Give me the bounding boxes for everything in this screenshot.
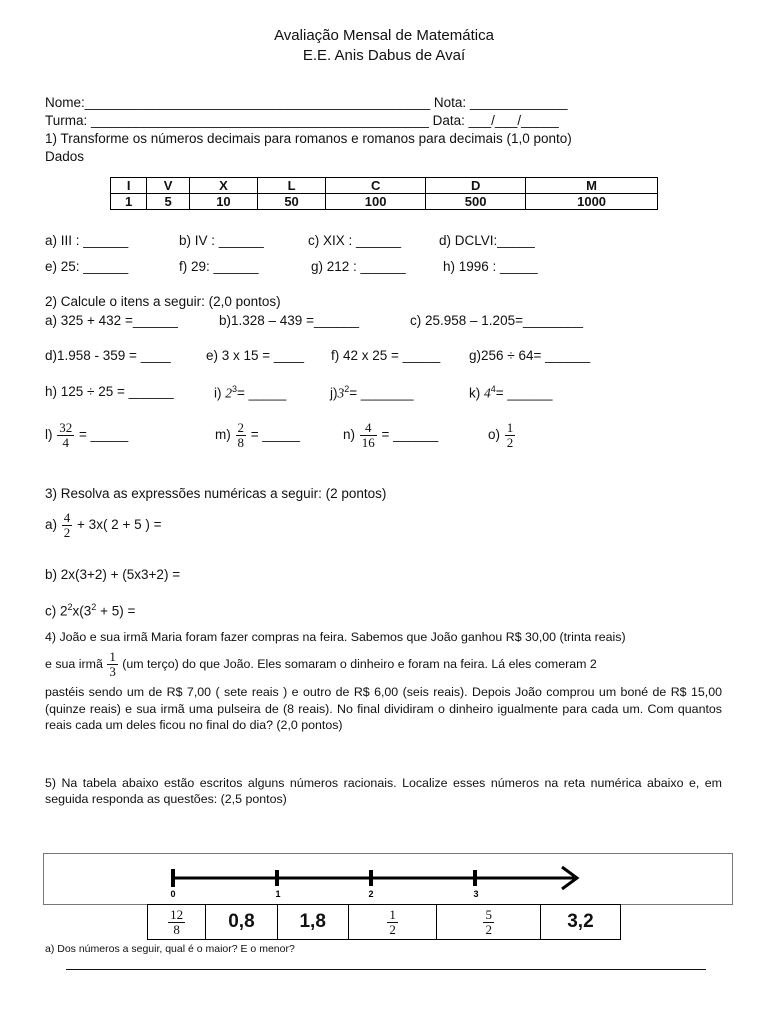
q2-item-j[interactable] (330, 384, 413, 402)
roman-numeral-table (110, 177, 658, 210)
roman-cell: M (526, 178, 658, 194)
q3-a-expression: + 3x( 2 + 5 ) = (77, 517, 162, 533)
rational-fraction (483, 908, 494, 937)
q2-n-label: n) (343, 427, 356, 443)
q2-o-label: o) (488, 427, 501, 443)
rational-row (148, 905, 621, 940)
q3-c-exponent-2: 2 (91, 602, 97, 612)
q2-item-d[interactable]: d)1.958 - 359 = ____ (45, 348, 171, 363)
decimal-cell: 500 (426, 194, 526, 210)
tick-label: 3 (473, 889, 479, 899)
q1-item-a[interactable]: a) III : ______ (45, 233, 129, 248)
q4-line-1: 4) João e sua irmã Maria foram fazer compras na feira. Sabemos que João ganhou R$ 30,00 (trinta reais) (45, 630, 626, 644)
rational-numbers-table (147, 904, 621, 940)
q2-item-c[interactable]: c) 25.958 – 1.205=________ (410, 313, 584, 328)
q2-n-fraction (360, 421, 377, 450)
q2-item-h[interactable]: h) 125 ÷ 25 = ______ (45, 384, 174, 399)
q2-item-l[interactable] (45, 421, 128, 450)
q3-c-base: c) 2 (45, 603, 68, 619)
fraction-denominator: 2 (506, 435, 514, 450)
rational-cell: 3,2 (540, 905, 620, 940)
q2-item-g[interactable]: g)256 ÷ 64= ______ (469, 348, 591, 363)
fraction-numerator: 4 (360, 421, 377, 436)
q1-item-e[interactable]: e) 25: ______ (45, 259, 129, 274)
fraction-denominator: 8 (173, 921, 180, 937)
q2-item-m[interactable] (215, 421, 300, 450)
q3-statement: 3) Resolva as expressões numéricas a seguir: (2 pontos) (45, 486, 387, 501)
tick-label: 0 (170, 889, 176, 899)
q2-m-answer: = _____ (250, 427, 300, 443)
rational-fraction (387, 908, 398, 937)
q3-c-end: + 5) = (96, 603, 136, 619)
q2-item-e[interactable]: e) 3 x 15 = ____ (206, 348, 304, 363)
fraction-numerator: 5 (485, 906, 492, 922)
q2-i-base: 2 (225, 385, 233, 401)
q2-k-exponent: 4 (490, 384, 496, 394)
q5-subquestion-a: a) Dos números a seguir, qual é o maior? E o menor? (45, 943, 295, 955)
q2-item-b[interactable]: b)1.328 – 439 =______ (219, 313, 360, 328)
q2-item-i[interactable] (214, 384, 286, 402)
q3-a-label: a) (45, 517, 58, 533)
fraction-numerator: 4 (63, 510, 71, 525)
fraction-numerator: 32 (59, 420, 73, 435)
name-field[interactable]: Nome:______________________________________________ Nota: _____________ (45, 95, 568, 110)
q2-j-base: 3 (337, 385, 345, 401)
q2-item-a[interactable]: a) 325 + 432 =______ (45, 313, 178, 328)
q2-l-label: l) (45, 427, 53, 443)
q2-n-answer: = ______ (381, 427, 439, 443)
fraction-numerator: 1 (109, 649, 116, 664)
decimal-cell: 10 (189, 194, 257, 210)
q2-j-answer: = _______ (349, 385, 414, 401)
number-line-box (43, 853, 733, 905)
roman-cell: D (426, 178, 526, 194)
q1-statement: 1) Transforme os números decimais para romanos e romanos para decimais (1,0 ponto) (45, 131, 572, 146)
roman-cell: C (326, 178, 426, 194)
rational-fraction (168, 908, 185, 937)
answer-line[interactable] (66, 969, 706, 970)
fraction-numerator: 12 (170, 906, 184, 922)
rational-cell (348, 905, 437, 940)
q1-data-label: Dados (45, 149, 85, 164)
rational-cell: 1,8 (277, 905, 348, 940)
number-line (44, 854, 732, 904)
fraction-numerator: 2 (237, 420, 245, 435)
q4-fraction (107, 650, 118, 679)
decimal-cell: 1000 (526, 194, 658, 210)
q1-item-c[interactable]: c) XIX : ______ (308, 233, 402, 248)
q3-item-b[interactable]: b) 2x(3+2) + (5x3+2) = (45, 567, 181, 582)
q2-k-base: 4 (484, 385, 491, 401)
school-name: E.E. Anis Dabus de Avaí (302, 47, 466, 64)
q1-item-d[interactable]: d) DCLVI:_____ (439, 233, 535, 248)
rational-cell (437, 905, 540, 940)
decimal-row (111, 194, 658, 210)
fraction-denominator: 2 (485, 921, 492, 937)
q2-k-answer: = ______ (495, 385, 553, 401)
fraction-denominator: 16 (361, 435, 375, 450)
q2-i-label: i) (214, 385, 222, 401)
q2-l-answer: = _____ (79, 427, 129, 443)
roman-cell: X (189, 178, 257, 194)
roman-cell: L (258, 178, 326, 194)
q2-k-label: k) (469, 385, 481, 401)
fraction-numerator: 1 (506, 420, 514, 435)
q2-item-k[interactable] (469, 384, 552, 402)
q2-m-fraction (236, 421, 247, 450)
q1-item-h[interactable]: h) 1996 : _____ (443, 259, 538, 274)
q4-line-2 (45, 650, 597, 679)
q4-paragraph: pastéis sendo um de R$ 7,00 ( sete reais ) e outro de R$ 6,00 (seis reais). Depois João comprou um boné de R$ 15,00 (quinze reais) e sua irmã uma pulseira de (8 reais). No final dividiram o dinheiro igualmente para cada um. Com quantos reais cada um deles ficou no final do dia? (2,0 pontos) (45, 685, 722, 732)
roman-cell: V (147, 178, 190, 194)
q2-m-label: m) (215, 427, 231, 443)
fraction-denominator: 3 (109, 664, 116, 679)
q1-item-f[interactable]: f) 29: ______ (179, 259, 259, 274)
decimal-cell: 50 (258, 194, 326, 210)
q1-item-g[interactable]: g) 212 : ______ (311, 259, 406, 274)
q2-o-fraction (505, 421, 516, 450)
tick-label: 2 (368, 889, 374, 899)
q3-item-c[interactable] (45, 602, 135, 619)
q4-line-2-start: e sua irmã (45, 656, 103, 671)
q2-j-label: j) (330, 385, 338, 401)
q1-item-b[interactable]: b) IV : ______ (179, 233, 264, 248)
q3-c-mid: x(3 (72, 603, 92, 619)
q2-j-exponent: 2 (344, 384, 350, 394)
exam-title: Avaliação Mensal de Matemática (274, 27, 494, 44)
rational-cell: 0,8 (206, 905, 277, 940)
q2-l-fraction (57, 421, 74, 450)
roman-cell: I (111, 178, 147, 194)
q4-line-2-end: (um terço) do que João. Eles somaram o dinheiro e foram na feira. Lá eles comeram 2 (122, 656, 597, 671)
fraction-denominator: 2 (63, 525, 71, 540)
q2-i-exponent: 3 (232, 384, 238, 394)
q2-item-f[interactable]: f) 42 x 25 = _____ (331, 348, 441, 363)
q3-a-fraction (62, 511, 73, 540)
fraction-numerator: 1 (389, 906, 396, 922)
decimal-cell: 1 (111, 194, 147, 210)
q5-statement: 5) Na tabela abaixo estão escritos alguns números racionais. Localize esses números na reta numérica abaixo e, em seguida responda as questões: (2,5 pontos) (45, 776, 722, 806)
q2-statement: 2) Calcule o itens a seguir: (2,0 pontos) (45, 294, 281, 309)
fraction-denominator: 4 (62, 435, 70, 450)
roman-row (111, 178, 658, 194)
fraction-denominator: 2 (389, 921, 396, 937)
tick-label: 1 (275, 889, 281, 899)
q2-i-answer: = _____ (237, 385, 287, 401)
class-field[interactable]: Turma: _____________________________________________ Data: ___/___/_____ (45, 113, 559, 128)
q3-item-a[interactable] (45, 511, 161, 540)
fraction-denominator: 8 (237, 435, 245, 450)
decimal-cell: 100 (326, 194, 426, 210)
q2-item-n[interactable] (343, 421, 438, 450)
q3-c-exponent-1: 2 (67, 602, 73, 612)
rational-cell (148, 905, 206, 940)
decimal-cell: 5 (147, 194, 190, 210)
q2-item-o[interactable] (488, 421, 516, 450)
